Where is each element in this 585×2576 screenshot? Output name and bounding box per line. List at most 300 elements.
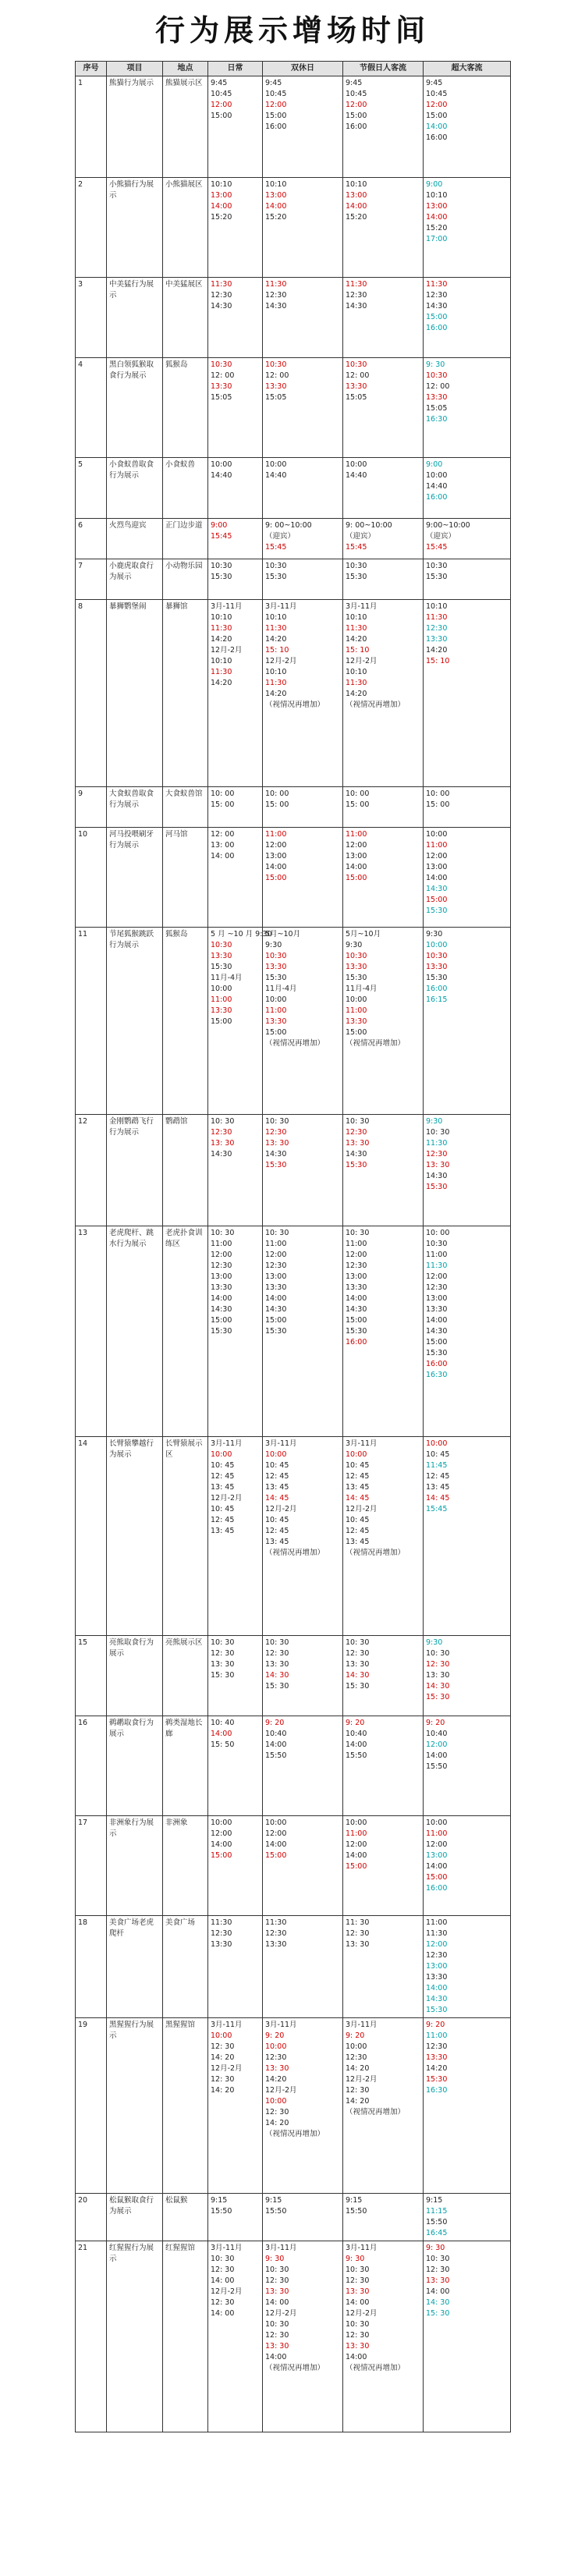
time-slot: 10:10 [346, 180, 367, 189]
time-slot: 14:20 [265, 635, 287, 644]
cell-project: 小鹿虎取食行为展示 [107, 559, 163, 600]
time-slot: 10:00 [346, 1450, 367, 1459]
time-slot: 13: 30 [265, 1139, 289, 1148]
cell-place: 松鼠猴 [163, 2194, 208, 2241]
table-row [76, 600, 511, 787]
time-slot: 14: 00 [265, 2298, 289, 2307]
time-slot: 10: 30 [265, 1229, 289, 1237]
cell-weekend [263, 1437, 343, 1636]
time-slot: 14:30 [211, 1305, 232, 1314]
time-slot: 15:00 [426, 1338, 448, 1347]
cell-daily [208, 928, 272, 1115]
cell-no: 6 [76, 519, 107, 559]
time-slot: 14:00 [346, 2353, 367, 2361]
time-slot: 12:30 [426, 2042, 448, 2051]
time-slot: 14:00 [211, 1730, 232, 1738]
cell-no: 13 [76, 1226, 107, 1437]
time-slot: 12: 00 [346, 371, 370, 380]
time-slot: 13: 45 [211, 1527, 235, 1535]
time-slot: 13: 30 [426, 2276, 450, 2285]
time-slot: 14:30 [265, 1150, 287, 1158]
time-slot: 11:00 [426, 1829, 448, 1838]
cell-weekend [263, 178, 343, 278]
time-slot: 13:30 [211, 382, 232, 391]
time-slot: 15:00 [426, 112, 448, 120]
time-slot: 15:45 [211, 532, 232, 541]
time-slot: 11:30 [265, 1918, 287, 1927]
time-slot: 11:30 [346, 679, 367, 687]
cell-weekend [263, 600, 343, 787]
time-slot: （视情况再增加） [346, 1549, 406, 1557]
time-slot: 15: 10 [426, 657, 450, 665]
time-slot: 10:45 [265, 90, 287, 98]
time-slot: 12: 30 [211, 2042, 235, 2051]
time-slot: 13:00 [265, 852, 287, 860]
time-slot: 10:10 [211, 657, 232, 665]
table-row [76, 1716, 511, 1816]
time-slot: 10: 45 [211, 1505, 235, 1513]
cell-holiday [343, 1916, 424, 2018]
cell-daily [208, 1437, 263, 1636]
time-slot: 15:30 [265, 1161, 287, 1169]
cell-daily [208, 358, 263, 458]
time-slot: 9: 20 [426, 1719, 445, 1727]
time-slot: 14: 30 [346, 1671, 370, 1680]
cell-peak [424, 2194, 511, 2241]
cell-peak [424, 559, 511, 600]
time-slot: （视情况再增加） [265, 1039, 325, 1048]
cell-project: 暴狮鹦堡闹 [107, 600, 163, 787]
time-slot: 14:00 [426, 1862, 448, 1871]
time-slot: 13:30 [346, 963, 367, 971]
time-slot: 11: 30 [346, 1918, 370, 1927]
time-slot: 13: 30 [265, 2287, 289, 2296]
table-row [76, 2194, 511, 2241]
time-slot: 10:00 [265, 1450, 287, 1459]
time-slot: 15:00 [265, 874, 287, 882]
time-slot: 14:30 [211, 302, 232, 310]
time-slot: 13: 30 [211, 1660, 235, 1669]
time-slot: 15:50 [426, 2218, 448, 2227]
time-slot: 14:20 [346, 690, 367, 698]
time-slot: 11:30 [426, 1929, 448, 1938]
time-slot: 10: 00 [426, 789, 450, 798]
time-slot: 14:30 [265, 1305, 287, 1314]
time-slot: 10: 45 [346, 1516, 370, 1524]
time-slot: 13:00 [426, 1294, 448, 1303]
time-slot: 12:00 [426, 101, 448, 109]
cell-no: 18 [76, 1916, 107, 2018]
time-slot: 15:30 [426, 1349, 448, 1357]
cell-peak [424, 278, 511, 358]
table-row [76, 358, 511, 458]
cell-no: 8 [76, 600, 107, 787]
cell-peak [424, 519, 511, 559]
time-slot: 3月-11月 [211, 2021, 243, 2029]
time-slot: 11:00 [211, 1240, 232, 1248]
time-slot: 14:40 [426, 482, 448, 491]
header-peak: 超大客流 [424, 62, 511, 76]
cell-project: 河马投喂刷牙行为展示 [107, 828, 163, 928]
time-slot: 13:30 [211, 952, 232, 960]
cell-place: 鹦鹉馆 [163, 1115, 208, 1226]
cell-place: 大食蚁兽馆 [163, 787, 208, 828]
time-slot: 12月-2月 [346, 657, 378, 665]
time-slot: 10:00 [346, 460, 367, 469]
time-slot: （视情况再增加） [265, 701, 325, 709]
time-slot: 12:30 [346, 2053, 367, 2062]
time-slot: 12: 45 [426, 1472, 450, 1481]
cell-weekend [263, 1115, 343, 1226]
cell-project: 黑白领狐猴取食行为展示 [107, 358, 163, 458]
cell-no: 9 [76, 787, 107, 828]
time-slot: 16:30 [426, 1371, 448, 1379]
time-slot: 10:30 [426, 1240, 448, 1248]
cell-daily [208, 1226, 263, 1437]
time-slot: 16:00 [426, 1884, 448, 1893]
cell-daily [208, 1636, 263, 1716]
time-slot: 12:00 [426, 852, 448, 860]
time-slot: 12:00 [426, 1940, 448, 1949]
time-slot: 14:00 [265, 1740, 287, 1749]
time-slot: 14:00 [346, 863, 367, 871]
time-slot: 14:30 [346, 1150, 367, 1158]
time-slot: 11:00 [265, 1240, 287, 1248]
time-slot: （视情况再增加） [265, 1549, 325, 1557]
time-slot: 10:00 [265, 995, 287, 1004]
time-slot: 3月-11月 [346, 1439, 378, 1448]
time-slot: 13:00 [265, 1272, 287, 1281]
cell-holiday [343, 787, 424, 828]
time-slot: 12: 30 [211, 1649, 235, 1658]
time-slot: 12月-2月 [265, 1505, 297, 1513]
time-slot: （迎宾） [346, 532, 376, 541]
time-slot: 10: 00 [426, 1229, 450, 1237]
cell-daily [208, 600, 263, 787]
time-slot: 3月-11月 [211, 1439, 243, 1448]
time-slot: 15:30 [426, 2075, 448, 2084]
time-slot: 15:50 [346, 1751, 367, 1760]
time-slot: 15:00 [265, 1028, 287, 1037]
time-slot: 3月-11月 [346, 2021, 378, 2029]
time-slot: 9: 30 [265, 2255, 285, 2263]
cell-daily [208, 828, 263, 928]
time-slot: 13:30 [346, 382, 367, 391]
time-slot: 10: 45 [346, 1461, 370, 1470]
time-slot: 10:30 [265, 952, 287, 960]
cell-weekend [263, 1716, 343, 1816]
cell-holiday [343, 1115, 424, 1226]
time-slot: 10:00 [265, 2097, 287, 2106]
time-slot: 11:00 [265, 1006, 287, 1015]
time-slot: 12:00 [346, 1840, 367, 1849]
time-slot: 16:00 [426, 1360, 448, 1368]
time-slot: 10:10 [346, 668, 367, 676]
time-slot: 15: 00 [265, 800, 289, 809]
cell-daily [208, 1916, 263, 2018]
table-row [76, 828, 511, 928]
time-slot: 3月-11月 [265, 602, 297, 611]
time-slot: 10: 40 [211, 1719, 235, 1727]
time-slot: 15: 10 [265, 646, 289, 655]
cell-peak [424, 1437, 511, 1636]
cell-project: 小熊猫行为展示 [107, 178, 163, 278]
time-slot: 15: 30 [265, 1682, 289, 1691]
time-slot: 15:05 [211, 393, 232, 402]
schedule-table [75, 61, 511, 2432]
time-slot: 12: 30 [265, 1649, 289, 1658]
time-slot: 13:30 [426, 1305, 448, 1314]
time-slot: 15:50 [265, 2207, 287, 2216]
time-slot: 12:00 [265, 841, 287, 850]
table-row [76, 1916, 511, 2018]
cell-holiday [343, 2194, 424, 2241]
time-slot: 10: 30 [346, 2266, 370, 2274]
time-slot: 12月-2月 [211, 2287, 243, 2296]
time-slot: 11:00 [346, 1240, 367, 1248]
time-slot: 15:30 [211, 573, 232, 581]
time-slot: 12: 30 [426, 1660, 450, 1669]
cell-peak [424, 358, 511, 458]
cell-no: 2 [76, 178, 107, 278]
time-slot: 14:00 [426, 213, 448, 222]
time-slot: 10:30 [426, 562, 448, 570]
time-slot: 16:00 [426, 493, 448, 502]
time-slot: 16:00 [346, 122, 367, 131]
cell-weekend [263, 76, 343, 178]
cell-no: 16 [76, 1716, 107, 1816]
table-row [76, 278, 511, 358]
time-slot: 15:00 [265, 1851, 287, 1860]
cell-peak [424, 178, 511, 278]
cell-holiday [343, 178, 424, 278]
time-slot: 12:30 [426, 291, 448, 300]
cell-place: 暴狮馆 [163, 600, 208, 787]
time-slot: 10: 30 [265, 2320, 289, 2329]
time-slot: 5月~10月 [346, 930, 381, 939]
time-slot: 12: 00 [426, 382, 450, 391]
cell-no: 4 [76, 358, 107, 458]
time-slot: 10: 30 [346, 1638, 370, 1647]
time-slot: 11:30 [211, 1918, 232, 1927]
time-slot: 14:00 [426, 1984, 448, 1992]
table-row [76, 1226, 511, 1437]
time-slot: 13: 30 [346, 1139, 370, 1148]
time-slot: 10:10 [211, 180, 232, 189]
time-slot: 15: 30 [346, 1682, 370, 1691]
time-slot: 15:00 [426, 896, 448, 904]
cell-no: 15 [76, 1636, 107, 1716]
time-slot: （视情况再增加） [346, 701, 406, 709]
cell-peak [424, 1816, 511, 1916]
time-slot: 14:00 [265, 202, 287, 211]
time-slot: 12:00 [426, 1272, 448, 1281]
time-slot: 9:30 [346, 941, 363, 949]
table-row [76, 1437, 511, 1636]
time-slot: 10: 45 [426, 1450, 450, 1459]
cell-weekend [263, 458, 343, 519]
time-slot: （视情况再增加） [265, 2364, 325, 2372]
time-slot: 13:30 [426, 2053, 448, 2062]
time-slot: 3月-11月 [211, 2244, 243, 2252]
cell-project: 中美猛行为展示 [107, 278, 163, 358]
time-slot: 9:30 [265, 941, 282, 949]
time-slot: 13:00 [346, 852, 367, 860]
time-slot: 14:20 [265, 2075, 287, 2084]
time-slot: 12:30 [265, 2053, 287, 2062]
time-slot: 12:30 [346, 1128, 367, 1137]
time-slot: 15:05 [346, 393, 367, 402]
time-slot: 14:30 [211, 1150, 232, 1158]
cell-project: 节尾狐猴跳跃行为展示 [107, 928, 163, 1115]
cell-peak [424, 928, 511, 1115]
time-slot: 14:20 [265, 690, 287, 698]
time-slot: 12: 30 [265, 2331, 289, 2340]
time-slot: 11:00 [426, 841, 448, 850]
time-slot: 10:00 [346, 995, 367, 1004]
time-slot: 11:30 [426, 1139, 448, 1148]
table-row [76, 928, 511, 1115]
time-slot: 14: 30 [426, 1682, 450, 1691]
time-slot: 13: 30 [426, 1161, 450, 1169]
time-slot: 10:40 [265, 1730, 287, 1738]
cell-no: 10 [76, 828, 107, 928]
time-slot: 10:30 [346, 952, 367, 960]
time-slot: 10: 30 [265, 1638, 289, 1647]
page-title: 行为展示增场时间 [154, 13, 430, 48]
time-slot: 14:40 [265, 471, 287, 480]
header-project: 项目 [107, 62, 163, 76]
time-slot: 15:20 [265, 213, 287, 222]
time-slot: 12:30 [211, 1128, 232, 1137]
time-slot: 15:45 [426, 543, 448, 552]
time-slot: 15:00 [346, 1316, 367, 1325]
time-slot: 13: 30 [426, 1671, 450, 1680]
time-slot: 9: 00~10:00 [265, 521, 312, 530]
cell-weekend [263, 2194, 343, 2241]
time-slot: 15: 30 [426, 1693, 450, 1701]
time-slot: 15:30 [211, 1327, 232, 1336]
time-slot: 13: 45 [346, 1483, 370, 1492]
cell-peak [424, 828, 511, 928]
time-slot: 9:00~10:00 [426, 521, 470, 530]
time-slot: 15:05 [426, 404, 448, 413]
time-slot: 10:45 [346, 90, 367, 98]
cell-holiday [343, 458, 424, 519]
cell-project: 金刚鹦鹉飞行行为展示 [107, 1115, 163, 1226]
time-slot: 11月-4月 [211, 974, 243, 982]
time-slot: 14: 20 [211, 2053, 235, 2062]
time-slot: 13: 30 [265, 2342, 289, 2351]
time-slot: 14:20 [211, 679, 232, 687]
cell-place: 小动物乐园 [163, 559, 208, 600]
time-slot: 12: 45 [346, 1527, 370, 1535]
time-slot: 10: 30 [346, 1117, 370, 1126]
table-row [76, 2241, 511, 2432]
time-slot: 12:00 [211, 101, 232, 109]
cell-project: 黑猩猩行为展示 [107, 2018, 163, 2194]
time-slot: 14:30 [426, 1327, 448, 1336]
time-slot: 9: 20 [265, 2031, 285, 2040]
time-slot: 13:00 [426, 202, 448, 211]
table-header-row [76, 62, 511, 76]
time-slot: 10:00 [211, 460, 232, 469]
cell-place: 亮熊展示区 [163, 1636, 208, 1716]
cell-holiday [343, 519, 424, 559]
time-slot: 12:30 [265, 1929, 287, 1938]
time-slot: 10: 30 [346, 1229, 370, 1237]
time-slot: 10: 45 [265, 1461, 289, 1470]
cell-holiday [343, 928, 424, 1115]
cell-holiday [343, 2241, 424, 2432]
time-slot: 14: 00 [211, 2309, 235, 2318]
time-slot: 12: 30 [265, 2276, 289, 2285]
cell-place: 红猩猩馆 [163, 2241, 208, 2432]
time-slot: 9:15 [346, 2196, 363, 2205]
time-slot: 11:00 [346, 830, 367, 839]
time-slot: 10: 30 [265, 1117, 289, 1126]
cell-project: 松鼠猴取食行为展示 [107, 2194, 163, 2241]
time-slot: 9: 20 [346, 2031, 365, 2040]
cell-peak [424, 1636, 511, 1716]
time-slot: 14: 00 [426, 2287, 450, 2296]
cell-daily [208, 278, 263, 358]
time-slot: 12:30 [426, 1951, 448, 1960]
time-slot: 14:00 [346, 1740, 367, 1749]
time-slot: 10:30 [426, 371, 448, 380]
cell-daily [208, 1816, 263, 1916]
cell-project: 红猩猩行为展示 [107, 2241, 163, 2432]
time-slot: 10:40 [426, 1730, 448, 1738]
time-slot: 10:30 [211, 941, 232, 949]
cell-place: 河马馆 [163, 828, 208, 928]
time-slot: 12: 30 [346, 2086, 370, 2095]
cell-peak [424, 76, 511, 178]
time-slot: 9:45 [211, 79, 228, 87]
time-slot: 12:00 [211, 1251, 232, 1259]
time-slot: 13:00 [346, 1272, 367, 1281]
time-slot: 10: 30 [265, 2266, 289, 2274]
cell-place: 正门边步道 [163, 519, 208, 559]
time-slot: 13: 45 [265, 1483, 289, 1492]
time-slot: 10:30 [265, 360, 287, 369]
time-slot: 9:45 [346, 79, 363, 87]
time-slot: 14: 00 [211, 852, 235, 860]
time-slot: 16:00 [265, 122, 287, 131]
time-slot: 12: 00 [265, 371, 289, 380]
cell-place: 鹈类湿地长廊 [163, 1716, 208, 1816]
cell-daily [208, 787, 263, 828]
time-slot: 10:10 [265, 668, 287, 676]
time-slot: 9: 30 [426, 2244, 445, 2252]
time-slot: 12月-2月 [211, 2064, 243, 2073]
time-slot: 15:00 [211, 112, 232, 120]
time-slot: 10:10 [426, 602, 448, 611]
table-row [76, 1636, 511, 1716]
time-slot: 12: 00 [211, 371, 235, 380]
time-slot: 14: 30 [265, 1671, 289, 1680]
cell-weekend [263, 928, 343, 1115]
time-slot: 15:30 [346, 974, 367, 982]
time-slot: 12: 45 [211, 1472, 235, 1481]
time-slot: 12月-2月 [211, 1494, 243, 1503]
time-slot: 10: 30 [211, 1229, 235, 1237]
time-slot: 14:40 [346, 471, 367, 480]
table-row [76, 1816, 511, 1916]
time-slot: 10:00 [265, 460, 287, 469]
time-slot: 15:00 [265, 112, 287, 120]
time-slot: 9:00 [426, 460, 443, 469]
